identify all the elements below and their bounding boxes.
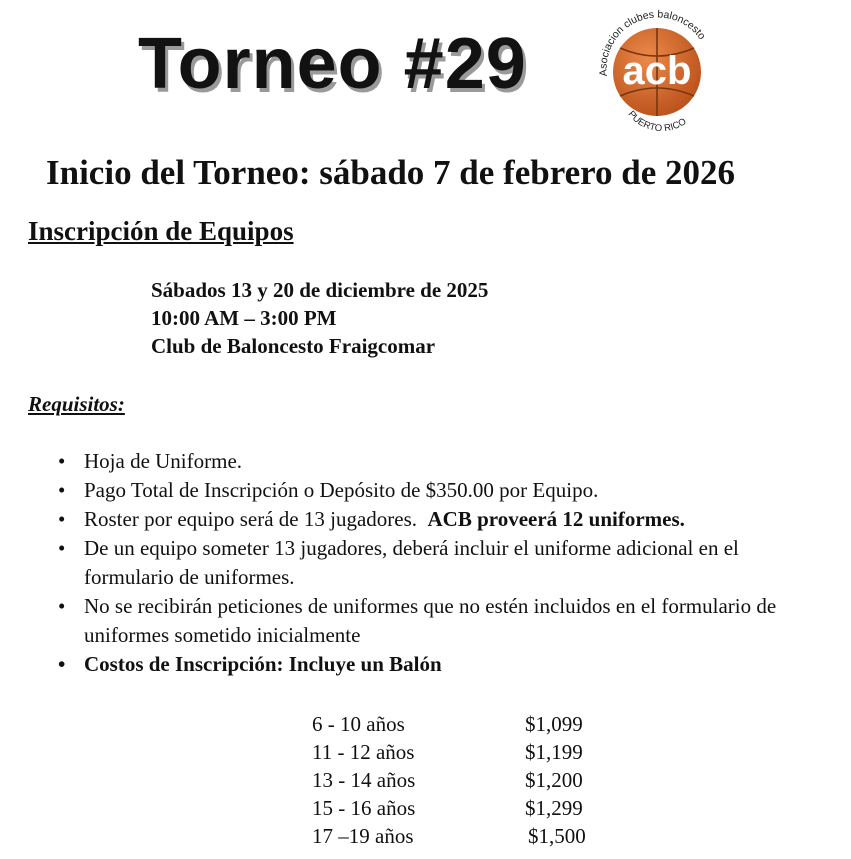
fee-price: $1,200	[525, 768, 583, 792]
fee-age: 17 –19 años	[312, 824, 414, 848]
fee-row	[312, 822, 612, 850]
fee-table	[312, 710, 612, 850]
requirements-list	[56, 447, 826, 679]
registration-heading: Inscripción de Equipos	[28, 216, 294, 246]
requirements-heading: Requisitos:	[28, 392, 125, 416]
fee-row	[312, 738, 612, 766]
fee-age: 13 - 14 años	[312, 768, 416, 792]
fee-price: $1,099	[525, 712, 583, 736]
logo-acb-text: acb	[622, 49, 692, 93]
logo-region-text: PUERTO RICO	[625, 108, 689, 135]
uniform-note: ACB proveerá 12 uniformes.	[427, 507, 685, 531]
fee-age: 15 - 16 años	[312, 796, 416, 820]
fee-price: $1,199	[525, 740, 583, 764]
registration-hours: 10:00 AM – 3:00 PM	[151, 306, 337, 330]
list-item: • Pago Total de Inscripción o Depósito de $350.00 por Equipo.	[56, 476, 826, 505]
tournament-start: Inicio del Torneo: sábado 7 de febrero de 2026	[46, 153, 736, 192]
list-item: • Costos de Inscripción: Incluye un Balón	[56, 650, 826, 679]
fee-row	[312, 794, 612, 822]
logo-ring-text: Asociacion clubes baloncesto	[597, 8, 708, 77]
fee-age: 11 - 12 años	[312, 740, 415, 764]
page-title: Torneo #29	[138, 24, 527, 104]
fee-row	[312, 766, 612, 794]
list-item: • De un equipo someter 13 jugadores, deberá incluir el uniforme adicional en el formulario de uniformes.	[56, 534, 826, 592]
list-item: • No se recibirán peticiones de uniformes que no estén incluidos en el formulario de uniformes sometido inicialmente	[56, 592, 826, 650]
list-item: • Hoja de Uniforme.	[56, 447, 826, 476]
fee-row	[312, 710, 612, 738]
registration-info	[151, 276, 488, 360]
acb-logo	[590, 4, 725, 139]
list-item: • Roster por equipo será de 13 jugadores. ACB proveerá 12 uniformes.	[56, 505, 826, 534]
registration-dates: Sábados 13 y 20 de diciembre de 2025	[151, 278, 489, 302]
fee-age: 6 - 10 años	[312, 712, 405, 736]
fee-price: $1,299	[525, 796, 583, 820]
fee-price: $1,500	[528, 824, 586, 848]
registration-place: Club de Baloncesto Fraigcomar	[151, 334, 436, 358]
